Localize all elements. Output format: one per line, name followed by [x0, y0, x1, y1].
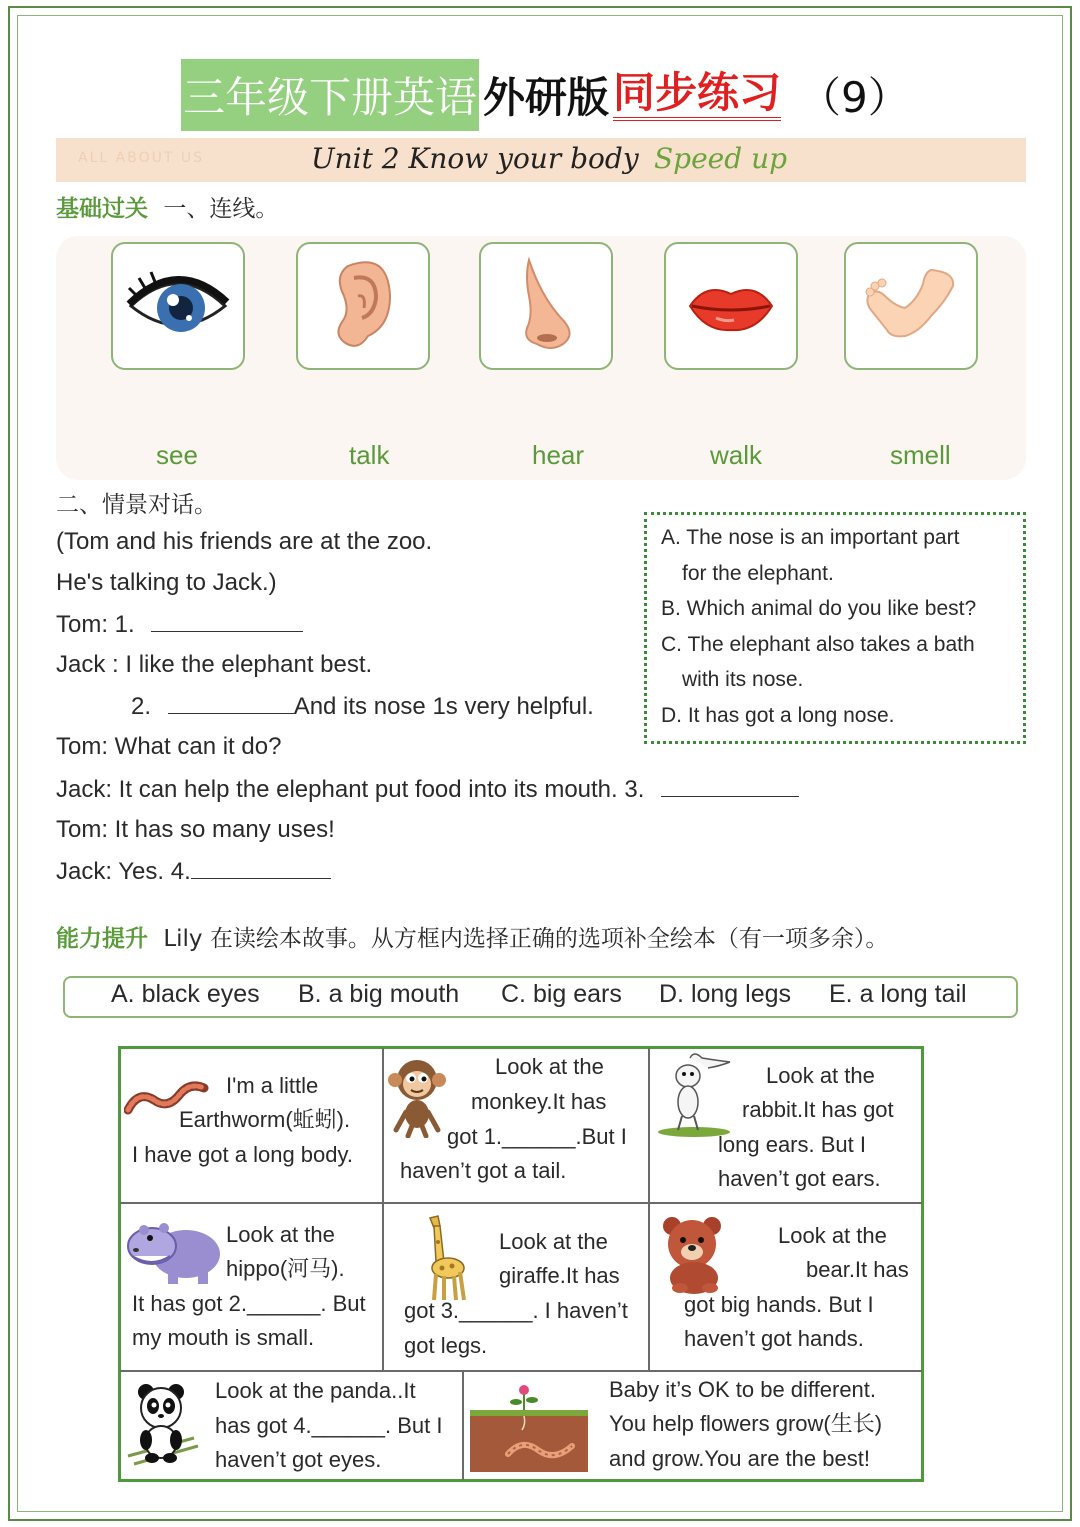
section1-label: 基础过关 [56, 196, 148, 222]
unit-subtitle: Speed up [654, 142, 788, 175]
picture-card-nose[interactable] [479, 242, 613, 370]
rabbit-text: haven’t got ears. [718, 1166, 881, 1191]
giraffe-text: got legs. [404, 1333, 488, 1358]
word-bank-option-e: E. a long tail [829, 980, 967, 1008]
dialogue-option-d: D. It has got a long nose. [661, 704, 895, 727]
monkey-text: got 1.______.But I [447, 1124, 627, 1149]
match-word-hear[interactable]: hear [532, 440, 585, 470]
word-bank-option-b: B. a big mouth [298, 980, 460, 1008]
word-bank-option-a: A. black eyes [111, 980, 260, 1008]
section3-title: Lily 在读绘本故事。从方框内选择正确的选项补全绘本（有一项多余）。 [163, 926, 889, 952]
monkey-icon [386, 1054, 448, 1138]
nose-icon [511, 256, 581, 356]
rabbit-icon [654, 1052, 734, 1138]
picture-card-foot[interactable] [844, 242, 978, 370]
hippo-text: Look at the [226, 1222, 335, 1247]
dialogue-option-c: C. The elephant also takes a bath [661, 633, 975, 656]
earthworm-text: Earthworm(蚯蚓). [179, 1107, 351, 1132]
title-grade: 三年级下册英语 [181, 59, 479, 131]
hippo-text: It has got 2.______. But [132, 1291, 366, 1316]
rabbit-text: long ears. But I [718, 1132, 866, 1157]
match-word-walk[interactable]: walk [710, 440, 763, 470]
title-practice: 同步练习 [613, 69, 781, 121]
section3-label: 能力提升 [56, 926, 148, 952]
match-word-smell[interactable]: smell [890, 440, 951, 470]
grid-divider [648, 1048, 650, 1370]
rabbit-text: rabbit.It has got [742, 1097, 894, 1122]
grid-divider [382, 1048, 384, 1370]
title-number: （9） [799, 73, 910, 122]
mouth-icon [686, 276, 776, 336]
panda-text: has got 4.______. But I [215, 1413, 443, 1438]
section1-heading [56, 190, 278, 223]
rabbit-text: Look at the [766, 1063, 875, 1088]
dialogue-text: Tom: 1. [56, 611, 135, 638]
hippo-text: my mouth is small. [132, 1325, 315, 1350]
dialogue-text: Jack: It can help the elephant put food into its mouth. 3. [56, 776, 645, 803]
unit-banner [56, 138, 1026, 182]
hippo-text: hippo(河马). [226, 1256, 345, 1281]
answer-blank-2[interactable] [168, 692, 294, 714]
earthworm-text: I have got a long body. [132, 1142, 353, 1167]
dialogue-text: Jack: Yes. 4. [56, 858, 191, 885]
foot-icon [861, 266, 961, 346]
picture-card-ear[interactable] [296, 242, 430, 370]
bear-text: got big hands. But I [684, 1292, 874, 1317]
dialogue-option-a: A. The nose is an important part [661, 526, 960, 549]
dialogue-line: (Tom and his friends are at the zoo. [56, 528, 433, 555]
word-bank-option-d: D. long legs [659, 980, 792, 1008]
dialogue-option-a-cont: for the elephant. [682, 562, 834, 585]
dialogue-line-3 [56, 775, 799, 804]
eye-icon [123, 266, 233, 346]
panda-text: haven’t got eyes. [215, 1447, 382, 1472]
section2-heading: 二、情景对话。 [56, 492, 217, 518]
bear-text: haven’t got hands. [684, 1326, 864, 1351]
grid-divider [462, 1371, 464, 1480]
dialogue-line-2 [131, 692, 594, 721]
monkey-text: haven’t got a tail. [400, 1158, 567, 1183]
earthworm-soil-icon [468, 1384, 590, 1474]
panda-icon [124, 1380, 204, 1470]
match-word-see[interactable]: see [156, 440, 198, 470]
dialogue-line: He's talking to Jack.) [56, 569, 277, 596]
title-publisher: 外研版 [483, 73, 610, 122]
giraffe-text: giraffe.It has [499, 1263, 620, 1288]
bear-text: bear.It has [806, 1257, 909, 1282]
giraffe-text: Look at the [499, 1229, 608, 1254]
match-word-talk[interactable]: talk [349, 440, 390, 470]
word-bank-option-c: C. big ears [501, 980, 622, 1008]
bear-icon [656, 1214, 734, 1294]
monkey-text: monkey.It has [471, 1089, 607, 1114]
dialogue-line-1 [56, 610, 303, 639]
page-title [181, 58, 910, 132]
panda-text: Look at the panda..It [215, 1378, 416, 1403]
flowers-text: You help flowers grow(生长) [609, 1411, 883, 1436]
answer-blank-4[interactable] [191, 857, 331, 879]
flowers-text: Baby it’s OK to be different. [609, 1377, 877, 1402]
unit-ghost-text: ALL ABOUT US [78, 150, 204, 166]
bear-text: Look at the [778, 1223, 887, 1248]
ear-icon [328, 256, 398, 356]
dialogue-line-4 [56, 857, 331, 886]
earthworm-text: I'm a little [226, 1073, 319, 1098]
picture-card-mouth[interactable] [664, 242, 798, 370]
dialogue-option-b: B. Which animal do you like best? [661, 597, 977, 620]
dialogue-option-c-cont: with its nose. [682, 668, 804, 691]
dialogue-line: Tom: What can it do? [56, 733, 282, 760]
section1-title: 一、连线。 [163, 196, 279, 222]
picture-card-eye[interactable] [111, 242, 245, 370]
dialogue-text: And its nose 1s very helpful. [293, 693, 594, 720]
section3-heading [56, 920, 888, 953]
answer-blank-3[interactable] [661, 775, 799, 797]
giraffe-icon [420, 1214, 472, 1302]
monkey-text: Look at the [495, 1054, 604, 1079]
answer-blank-1[interactable] [151, 610, 303, 632]
unit-title: Unit 2 Know your body [311, 142, 639, 175]
grid-divider [120, 1202, 922, 1204]
dialogue-text: 2. [131, 693, 152, 720]
hippo-icon [124, 1216, 224, 1286]
dialogue-line: Tom: It has so many uses! [56, 816, 335, 843]
dialogue-line: Jack : I like the elephant best. [56, 651, 373, 678]
flowers-text: and grow.You are the best! [609, 1446, 870, 1471]
giraffe-text: got 3.______. I haven’t [404, 1298, 628, 1323]
grid-divider [120, 1370, 922, 1372]
